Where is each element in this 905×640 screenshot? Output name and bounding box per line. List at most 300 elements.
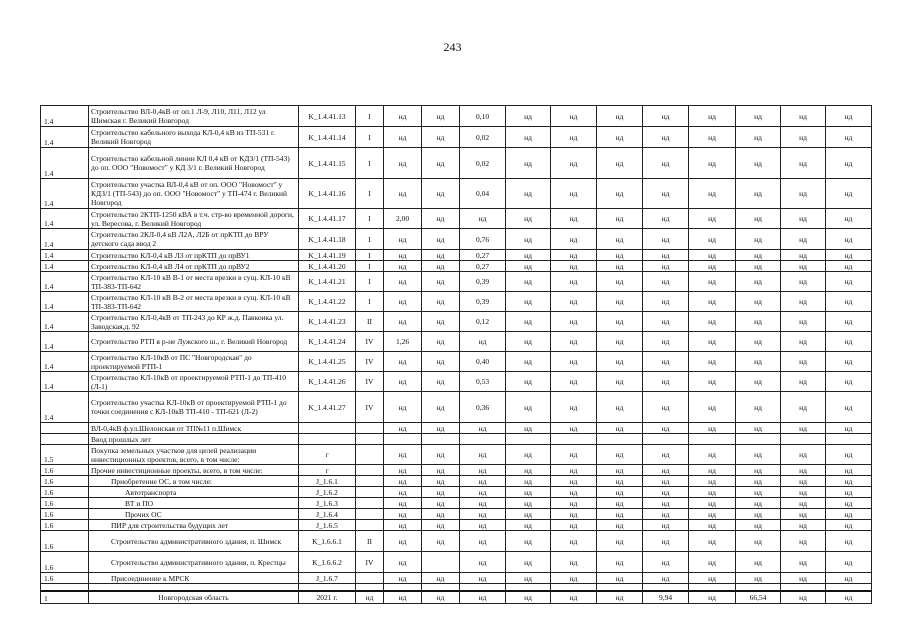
table-cell: нд	[826, 520, 872, 531]
table-cell: 1.4	[41, 148, 89, 179]
table-cell: 1.6	[41, 531, 89, 552]
table-cell: нд	[422, 591, 460, 604]
table-cell: нд	[422, 392, 460, 423]
table-cell: нд	[597, 509, 643, 520]
project-name-cell: Прочих ОС	[89, 509, 299, 520]
table-cell: нд	[781, 423, 826, 434]
table-row	[41, 127, 872, 148]
project-name-cell: Строительство кабельной линии КЛ 0,4 кВ от КДЗ/1 (ТП-543) до оп. ООО "Новомост" у КД 3/1 г. Великий Новгород	[89, 148, 299, 179]
project-name-cell: Строительство КЛ-0,4 кВ Л4 от прКТП до прВУ2	[89, 261, 299, 272]
table-cell: нд	[689, 209, 736, 229]
table-cell: нд	[551, 209, 597, 229]
table-cell: нд	[643, 179, 689, 209]
table-cell: нд	[826, 476, 872, 487]
table-cell: нд	[781, 106, 826, 127]
table-cell: нд	[506, 520, 551, 531]
page-number: 243	[443, 40, 462, 54]
table-cell: нд	[384, 106, 422, 127]
table-row	[41, 392, 872, 423]
table-row	[41, 106, 872, 127]
table-cell: 0,39	[460, 272, 506, 292]
table-cell: нд	[506, 487, 551, 498]
table-row	[41, 179, 872, 209]
table-cell: нд	[422, 312, 460, 332]
table-cell: нд	[384, 487, 422, 498]
table-row	[41, 476, 872, 487]
table-cell: нд	[460, 209, 506, 229]
project-name-cell: Строительство КЛ-10кВ от проектируемой РТП-1 до ТП-410 (Л-1)	[89, 372, 299, 392]
table-cell: нд	[506, 209, 551, 229]
table-cell	[422, 434, 460, 445]
table-cell: нд	[643, 372, 689, 392]
table-row	[41, 591, 872, 604]
table-cell: 0,10	[460, 106, 506, 127]
table-cell: нд	[384, 423, 422, 434]
project-name-cell: Покупка земельных участков для целей реализации инвестиционных проектов, всего, в том числе:	[89, 445, 299, 465]
table-cell: нд	[689, 312, 736, 332]
table-cell: нд	[826, 423, 872, 434]
table-row	[41, 292, 872, 312]
table-cell: 1,26	[384, 332, 422, 352]
project-name-cell: Строительство участка КЛ-10кВ от проектируемой РТП-1 до точки соединения с КЛ-10кВ ТП-410 - ТП-621 (Л-2)	[89, 392, 299, 423]
table-cell: нд	[781, 520, 826, 531]
table-cell: нд	[689, 106, 736, 127]
table-cell	[736, 584, 781, 591]
table-cell: 0,76	[460, 229, 506, 250]
table-cell: нд	[422, 209, 460, 229]
table-cell: нд	[689, 591, 736, 604]
table-row	[41, 520, 872, 531]
table-cell: нд	[689, 148, 736, 179]
table-cell: K_1.4.41.14	[299, 127, 356, 148]
table-cell: нд	[551, 352, 597, 372]
table-cell: K_1.4.41.20	[299, 261, 356, 272]
table-cell	[299, 423, 356, 434]
table-cell: нд	[643, 520, 689, 531]
table-cell: нд	[460, 465, 506, 476]
table-cell: нд	[506, 179, 551, 209]
table-cell: нд	[422, 509, 460, 520]
table-cell: нд	[781, 179, 826, 209]
table-cell: нд	[826, 250, 872, 261]
table-cell: I	[356, 106, 384, 127]
table-cell: нд	[643, 573, 689, 584]
table-cell: нд	[689, 445, 736, 465]
table-cell: нд	[551, 106, 597, 127]
table-cell	[422, 584, 460, 591]
table-cell: нд	[736, 229, 781, 250]
table-cell: нд	[597, 498, 643, 509]
table-cell: нд	[422, 179, 460, 209]
table-cell: нд	[506, 509, 551, 520]
table-row	[41, 312, 872, 332]
table-cell: нд	[643, 445, 689, 465]
table-cell: нд	[781, 292, 826, 312]
table-cell: нд	[736, 531, 781, 552]
table-cell: нд	[689, 179, 736, 209]
table-cell: нд	[506, 476, 551, 487]
table-cell: K_1.4.41.18	[299, 229, 356, 250]
investment-table-wrapper	[40, 105, 865, 604]
table-cell: нд	[781, 591, 826, 604]
table-cell: 1.4	[41, 250, 89, 261]
table-cell: 1.4	[41, 392, 89, 423]
table-cell: нд	[781, 127, 826, 148]
table-cell: нд	[826, 148, 872, 179]
table-cell: K_1.4.41.27	[299, 392, 356, 423]
table-row	[41, 498, 872, 509]
table-cell: нд	[689, 250, 736, 261]
table-cell: 1.6	[41, 498, 89, 509]
table-cell: нд	[506, 552, 551, 573]
table-cell: нд	[781, 229, 826, 250]
table-cell: г	[299, 445, 356, 465]
table-cell: нд	[643, 392, 689, 423]
table-cell: нд	[597, 392, 643, 423]
table-cell: нд	[736, 573, 781, 584]
table-cell: нд	[781, 487, 826, 498]
table-cell: нд	[597, 531, 643, 552]
table-cell: нд	[384, 261, 422, 272]
table-cell: 1.4	[41, 372, 89, 392]
table-cell: нд	[384, 445, 422, 465]
table-cell	[356, 423, 384, 434]
table-cell	[41, 584, 89, 591]
table-cell	[356, 509, 384, 520]
table-cell: K_1.4.41.13	[299, 106, 356, 127]
table-cell	[506, 584, 551, 591]
table-cell: нд	[781, 552, 826, 573]
table-cell: нд	[551, 312, 597, 332]
table-cell: нд	[460, 520, 506, 531]
table-cell	[356, 434, 384, 445]
table-cell: 0,12	[460, 312, 506, 332]
table-cell: нд	[460, 498, 506, 509]
table-cell: нд	[551, 179, 597, 209]
table-cell: нд	[597, 127, 643, 148]
table-cell: нд	[597, 465, 643, 476]
table-cell: нд	[689, 476, 736, 487]
project-name-cell: Ввод прошлых лет	[89, 434, 299, 445]
table-cell: 1.6	[41, 465, 89, 476]
table-cell: нд	[597, 179, 643, 209]
table-cell: нд	[506, 465, 551, 476]
table-cell: IV	[356, 352, 384, 372]
table-cell: нд	[356, 591, 384, 604]
table-cell: нд	[826, 106, 872, 127]
table-row	[41, 332, 872, 352]
table-cell: нд	[736, 272, 781, 292]
project-name-cell: Строительство 2КЛ-0,4 кВ Л2А, Л2Б от прКТП до ВРУ детского сада ввод 2	[89, 229, 299, 250]
table-cell: I	[356, 250, 384, 261]
table-cell: нд	[643, 487, 689, 498]
table-body	[41, 106, 872, 604]
table-cell: нд	[506, 423, 551, 434]
table-cell: 1.4	[41, 292, 89, 312]
table-cell	[781, 584, 826, 591]
table-cell: нд	[460, 445, 506, 465]
table-cell: нд	[689, 392, 736, 423]
table-cell: нд	[422, 476, 460, 487]
table-cell	[551, 434, 597, 445]
table-cell: нд	[506, 591, 551, 604]
table-cell	[643, 584, 689, 591]
table-cell: нд	[384, 531, 422, 552]
table-cell: 66,54	[736, 591, 781, 604]
table-cell: нд	[597, 520, 643, 531]
table-cell: K_1.4.41.24	[299, 332, 356, 352]
table-cell: 0,40	[460, 352, 506, 372]
table-row	[41, 372, 872, 392]
table-cell: нд	[826, 509, 872, 520]
table-cell: 1	[41, 591, 89, 604]
table-cell: нд	[384, 465, 422, 476]
table-cell	[384, 584, 422, 591]
table-cell: J_1.6.5	[299, 520, 356, 531]
table-cell: нд	[736, 520, 781, 531]
table-cell: нд	[384, 179, 422, 209]
table-cell: нд	[826, 465, 872, 476]
table-cell: нд	[643, 127, 689, 148]
table-cell: нд	[826, 531, 872, 552]
table-cell	[826, 584, 872, 591]
table-cell: нд	[422, 520, 460, 531]
project-name-cell: Новгородская область	[89, 591, 299, 604]
table-cell: нд	[384, 509, 422, 520]
table-cell: нд	[689, 573, 736, 584]
table-cell: нд	[384, 552, 422, 573]
table-cell: нд	[551, 261, 597, 272]
table-cell: нд	[643, 352, 689, 372]
table-cell: нд	[506, 332, 551, 352]
table-cell: K_1.4.41.21	[299, 272, 356, 292]
table-cell: K_1.4.41.22	[299, 292, 356, 312]
table-cell	[643, 434, 689, 445]
project-name-cell: ВТ и ПО	[89, 498, 299, 509]
table-cell: нд	[689, 509, 736, 520]
table-cell: нд	[551, 465, 597, 476]
table-cell: нд	[781, 498, 826, 509]
table-cell: 0,39	[460, 292, 506, 312]
table-cell: 2021 г.	[299, 591, 356, 604]
table-cell: нд	[781, 465, 826, 476]
table-cell	[826, 434, 872, 445]
table-cell: нд	[689, 292, 736, 312]
table-cell: I	[356, 292, 384, 312]
table-cell: нд	[736, 509, 781, 520]
project-name-cell: Строительство кабельного выхода КЛ-0,4 кВ из ТП-531 г. Великий Новгород	[89, 127, 299, 148]
table-cell: нд	[781, 332, 826, 352]
table-cell: J_1.6.1	[299, 476, 356, 487]
table-cell: нд	[736, 392, 781, 423]
table-cell: K_1.4.41.23	[299, 312, 356, 332]
table-cell: 1.6	[41, 476, 89, 487]
table-cell: K_1.4.41.26	[299, 372, 356, 392]
table-cell: 1.6	[41, 552, 89, 573]
table-cell: нд	[551, 476, 597, 487]
table-cell: нд	[384, 148, 422, 179]
table-cell: нд	[597, 332, 643, 352]
table-cell: нд	[422, 573, 460, 584]
table-cell: нд	[643, 312, 689, 332]
table-cell: нд	[422, 106, 460, 127]
table-cell: K_1.4.41.16	[299, 179, 356, 209]
table-cell: нд	[643, 250, 689, 261]
project-name-cell: Строительство КЛ-10 кВ В-2 от места врезки в сущ. КЛ-10 кВ ТП-383-ТП-642	[89, 292, 299, 312]
table-cell	[356, 487, 384, 498]
table-cell: нд	[597, 476, 643, 487]
table-row	[41, 465, 872, 476]
table-cell	[299, 434, 356, 445]
table-cell: нд	[736, 127, 781, 148]
table-cell: нд	[781, 352, 826, 372]
table-row	[41, 434, 872, 445]
table-cell: нд	[460, 487, 506, 498]
table-cell: нд	[643, 531, 689, 552]
table-cell: нд	[643, 229, 689, 250]
table-cell: нд	[736, 445, 781, 465]
table-cell: 0,53	[460, 372, 506, 392]
table-cell: нд	[781, 312, 826, 332]
table-cell: нд	[551, 423, 597, 434]
table-cell: 9,94	[643, 591, 689, 604]
table-cell: 1.6	[41, 509, 89, 520]
project-name-cell: Автотранспорта	[89, 487, 299, 498]
table-cell: 0,02	[460, 148, 506, 179]
table-cell: I	[356, 209, 384, 229]
table-cell: нд	[384, 591, 422, 604]
table-cell: IV	[356, 552, 384, 573]
table-cell: 1.6	[41, 520, 89, 531]
table-cell: нд	[597, 552, 643, 573]
table-cell: нд	[689, 229, 736, 250]
table-cell: нд	[781, 250, 826, 261]
table-cell: нд	[826, 372, 872, 392]
project-name-cell	[89, 584, 299, 591]
table-cell: нд	[506, 148, 551, 179]
table-cell: нд	[826, 552, 872, 573]
table-row	[41, 552, 872, 573]
table-cell	[506, 434, 551, 445]
table-cell: нд	[384, 229, 422, 250]
table-cell	[689, 434, 736, 445]
table-cell: нд	[826, 487, 872, 498]
table-cell: нд	[551, 250, 597, 261]
table-cell: нд	[384, 520, 422, 531]
table-cell: нд	[643, 148, 689, 179]
table-cell: нд	[506, 498, 551, 509]
table-cell: нд	[551, 591, 597, 604]
table-cell: нд	[422, 272, 460, 292]
table-cell: нд	[826, 272, 872, 292]
table-cell: 1.4	[41, 352, 89, 372]
table-cell: нд	[422, 487, 460, 498]
table-cell: нд	[826, 209, 872, 229]
table-cell: K_1.4.41.25	[299, 352, 356, 372]
table-cell: нд	[506, 272, 551, 292]
table-cell: нд	[736, 261, 781, 272]
table-cell: нд	[422, 229, 460, 250]
table-cell: нд	[597, 272, 643, 292]
table-cell	[356, 476, 384, 487]
table-cell: нд	[506, 127, 551, 148]
table-cell: нд	[689, 465, 736, 476]
table-cell: нд	[643, 423, 689, 434]
table-cell: нд	[597, 209, 643, 229]
table-cell: нд	[826, 392, 872, 423]
table-cell: нд	[551, 229, 597, 250]
table-cell: нд	[422, 261, 460, 272]
table-cell: I	[356, 148, 384, 179]
table-cell: нд	[551, 148, 597, 179]
project-name-cell: Строительство КЛ-10 кВ В-1 от места врезки в сущ. КЛ-10 кВ ТП-383-ТП-642	[89, 272, 299, 292]
table-cell: 0,27	[460, 250, 506, 261]
table-cell: нд	[506, 573, 551, 584]
table-cell: J_1.6.7	[299, 573, 356, 584]
table-cell: нд	[826, 292, 872, 312]
table-cell: K_1.6.6.1	[299, 531, 356, 552]
table-cell: нд	[597, 573, 643, 584]
table-cell: 1.4	[41, 209, 89, 229]
table-cell: IV	[356, 392, 384, 423]
table-cell: 0,04	[460, 179, 506, 209]
table-cell: нд	[422, 531, 460, 552]
table-cell	[736, 434, 781, 445]
table-cell	[597, 434, 643, 445]
table-cell: нд	[826, 445, 872, 465]
table-cell: нд	[384, 127, 422, 148]
table-cell	[460, 434, 506, 445]
table-cell: нд	[826, 352, 872, 372]
table-cell: нд	[689, 127, 736, 148]
table-cell: нд	[597, 148, 643, 179]
table-cell	[781, 434, 826, 445]
table-cell: нд	[384, 250, 422, 261]
table-cell: 0,36	[460, 392, 506, 423]
table-cell: нд	[460, 423, 506, 434]
table-cell: нд	[597, 261, 643, 272]
table-cell: J_1.6.4	[299, 509, 356, 520]
project-name-cell: Строительство РТП в р-не Лужского ш., г. Великий Новгород	[89, 332, 299, 352]
table-cell: нд	[689, 272, 736, 292]
table-cell	[356, 465, 384, 476]
table-cell	[41, 423, 89, 434]
table-cell	[422, 552, 460, 573]
table-cell: нд	[826, 312, 872, 332]
table-cell: нд	[781, 272, 826, 292]
table-cell: нд	[384, 312, 422, 332]
table-cell: нд	[689, 498, 736, 509]
table-row	[41, 509, 872, 520]
table-cell: K_1.4.41.15	[299, 148, 356, 179]
table-row	[41, 209, 872, 229]
table-cell: I	[356, 229, 384, 250]
table-cell: нд	[422, 352, 460, 372]
table-cell: нд	[597, 487, 643, 498]
table-cell: нд	[643, 261, 689, 272]
table-cell: нд	[384, 352, 422, 372]
table-cell: нд	[506, 250, 551, 261]
project-name-cell: Строительство ВЛ-0,4кВ от оп.1 Л-9, Л10, Л11, Л12 ул Шимская г. Великий Новгород	[89, 106, 299, 127]
table-cell: нд	[689, 352, 736, 372]
table-cell: нд	[689, 531, 736, 552]
table-cell: нд	[460, 591, 506, 604]
table-cell: нд	[597, 312, 643, 332]
table-cell: нд	[689, 520, 736, 531]
table-row	[41, 272, 872, 292]
table-cell	[597, 584, 643, 591]
table-cell: нд	[597, 445, 643, 465]
